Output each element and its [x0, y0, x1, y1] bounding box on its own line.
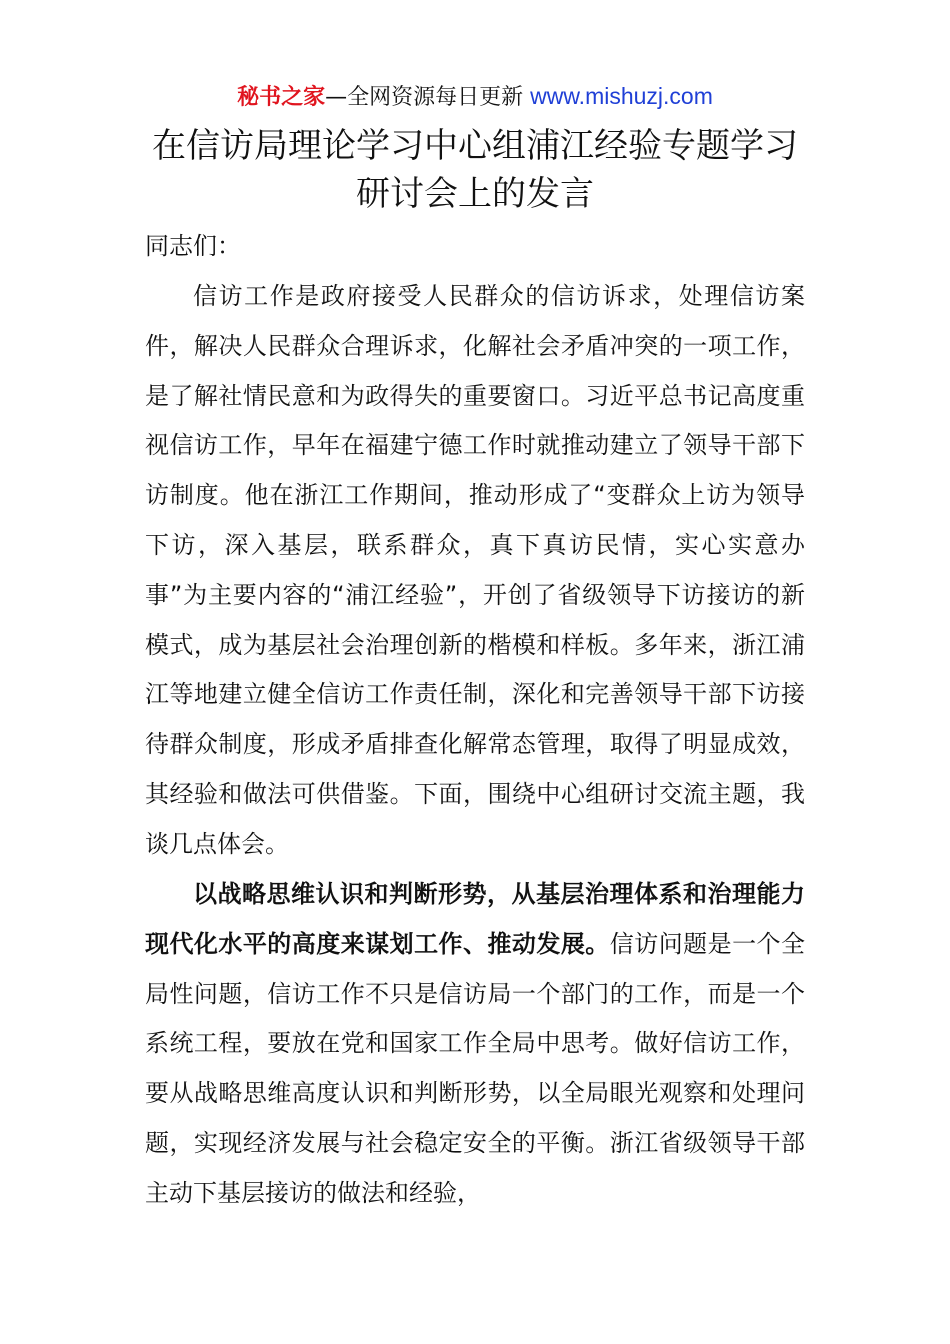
site-url-link[interactable]: www.mishuzj.com	[530, 83, 713, 109]
site-tagline: —全网资源每日更新	[325, 85, 531, 110]
paragraph-lead: 以战略思维认识和判断形势，从基层治理体系和治理能力现代化水平的高度来谋划工作、推动发展。	[145, 880, 805, 958]
site-header	[0, 80, 950, 114]
paragraph-point-1	[145, 870, 805, 1219]
salutation: 同志们：	[145, 232, 241, 260]
paragraph-intro	[145, 272, 805, 870]
site-brand: 秘书之家	[237, 85, 326, 110]
document-title: 在信访局理论学习中心组浦江经验专题学习研讨会上的发言	[152, 126, 798, 214]
paragraph-text: 信访问题是一个全局性问题，信访工作不只是信访局一个部门的工作，而是一个系统工程，要放在党和国家工作全局中思考。做好信访工作，要从战略思维高度认识和判断形势，以全局眼光观察和处理问题，实现经济发展与社会稳定安全的平衡。浙江省级领导干部主动下基层接访的做法和经验，	[145, 929, 806, 1207]
paragraph-text: 信访工作是政府接受人民群众的信访诉求，处理信访案件，解决人民群众合理诉求，化解社会矛盾冲突的一项工作，是了解社情民意和为政得失的重要窗口。习近平总书记高度重视信访工作，早年在福建宁德工作时就推动建立了领导干部下访制度。他在浙江工作期间，推动形成了“变群众上访为领导下访，深入基层，联系群众，真下真访民情，实心实意办事”为主要内容的“浦江经验”，开创了省级领导下访接访的新模式，成为基层社会治理创新的楷模和样板。多年来，浙江浦江等地建立健全信访工作责任制，深化和完善领导干部下访接待群众制度，形成矛盾排查化解常态管理，取得了明显成效，其经验和做法可供借鉴。下面，围绕中心组研讨交流主题，我谈几点体会。	[145, 282, 805, 858]
